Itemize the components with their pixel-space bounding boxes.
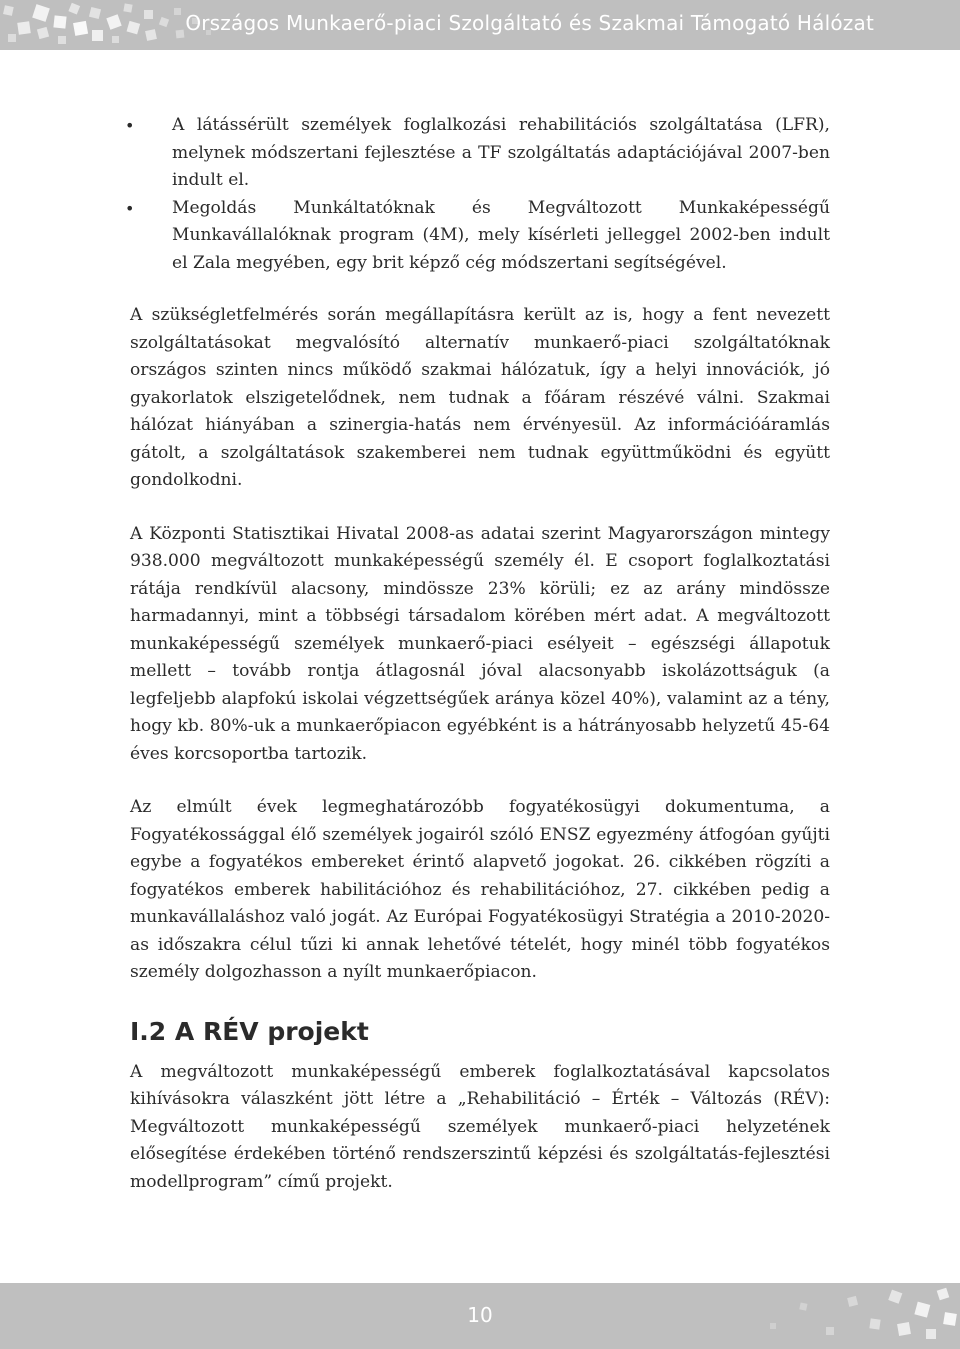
page-header [0, 0, 960, 50]
page-content [125, 112, 830, 1196]
list-item [125, 112, 830, 195]
bullet-list [125, 112, 830, 277]
paragraph-rev-project: A megváltozott munkaképességű emberek foglalkoztatásával kapcsolatos kihívásokra válaszként jött létre a „Rehabilitáció – Érték – Változás (RÉV): Megváltozott munkaképességű személyek munkaerő-piaci helyzetének elősegítése érdekében történő rendszerszintű képzési és szolgáltatás-fejlesztési modellprogram” című projekt. [130, 1061, 830, 1192]
page-number: 10 [467, 1303, 493, 1327]
list-item-text: Megoldás Munkáltatóknak és Megváltozott Munkaképességű Munkavállalóknak program (4M), mely kísérleti jelleggel 2002-ben indult el Zala megyében, egy brit képző cég módszertani segítségével. [172, 197, 830, 273]
page-footer [0, 1283, 960, 1349]
bullet-icon: • [125, 116, 135, 135]
list-item-text: A látássérült személyek foglalkozási rehabilitációs szolgáltatása (LFR), melynek módszertani fejlesztése a TF szolgáltatás adaptációjával 2007-ben indult el. [172, 115, 830, 190]
paragraph-network-needs: A szükségletfelmérés során megállapításra került az is, hogy a fent nevezett szolgáltatásokat megvalósító alternatív munkaerő-piaci szolgáltatóknak országos szinten nincs működő szakmai hálózatuk, így a helyi innovációk, jó gyakorlatok elszigetelődnek, nem tudnak a főáram részévé válni. Szakmai hálózat hiányában a szinergia-hatás nem érvényesül. Az információáramlás gátolt, a szolgáltatások szakemberei nem tudnak együttműködni és együtt gondolkodni. [130, 305, 830, 490]
header-title: Országos Munkaerő-piaci Szolgáltató és Szakmai Támogató Hálózat [185, 11, 874, 35]
section-heading: I.2 A RÉV projekt [130, 1016, 369, 1046]
paragraph-un-convention: Az elmúlt évek legmeghatározóbb fogyatékosügyi dokumentuma, a Fogyatékossággal élő személyek jogairól szóló ENSZ egyezmény átfogóan gyűjti egybe a fogyatékos embereket érintő alapvető jogokat. 26. cikkében rögzíti a fogyatékos emberek habilitációhoz és rehabilitációhoz, 27. cikkében pedig a munkavállaláshoz való jogát. Az Európai Fogyatékosügyi Stratégia a 2010-2020-as időszakra célul tűzi ki annak lehetővé tételét, hogy minél több fogyatékos személy dolgozhasson a nyílt munkaerőpiacon. [130, 797, 830, 982]
paragraph-statistics: A Központi Statisztikai Hivatal 2008-as adatai szerint Magyarországon mintegy 938.000 megváltozott munkaképességű személy él. E csoport foglalkoztatási rátája rendkívül alacsony, mindössze 23% körüli; ez az arány mindössze harmadannyi, mint a többségi társadalom körében mért adat. A megváltozott munkaképességű személyek munkaerő-piaci esélyeit – egészségi állapotuk mellett – tovább rontja átlagosnál jóval alacsonyabb iskolázottságuk (a legfeljebb alapfokú iskolai végzettségűek aránya közel 40%), valamint az a tény, hogy kb. 80%-uk a munkaerőpiacon egyébként is a hátrányosabb helyzetű 45-64 éves korcsoportba tartozik. [130, 523, 830, 764]
bullet-icon: • [125, 198, 135, 218]
list-item [125, 195, 830, 278]
